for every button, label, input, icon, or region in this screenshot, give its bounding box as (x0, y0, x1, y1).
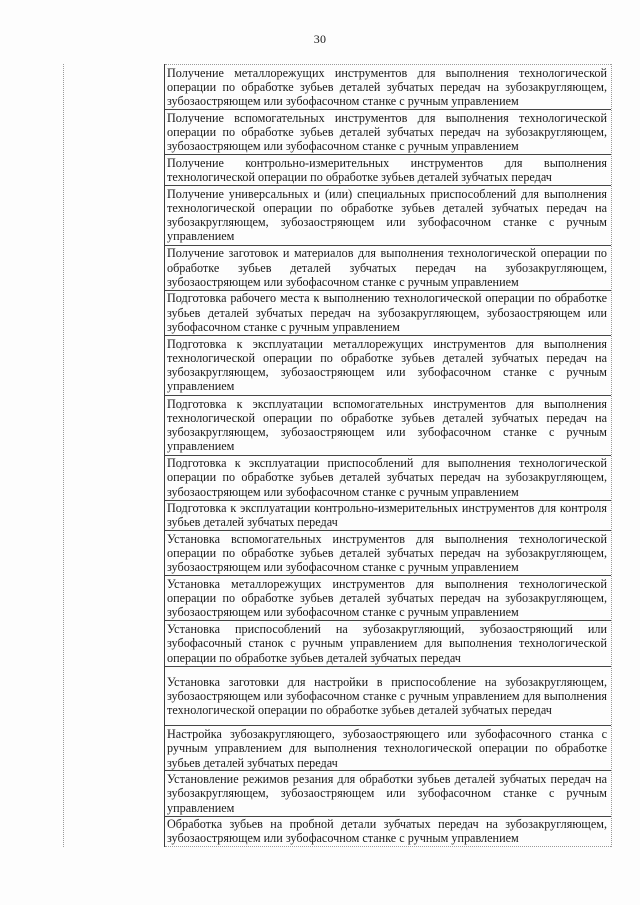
table-row (165, 396, 611, 456)
table-row (165, 246, 611, 291)
table-row (165, 155, 611, 185)
row-text: Получение вспомогательных инструментов для выполнения технологической операции по обработке зубьев деталей зубчатых передач на зубозакругляющем, зубозаостряющем или зубофасочном станке с ручным управлением (167, 110, 607, 154)
row-text: Получение контрольно-измерительных инструментов для выполнения технологической операции по обработке зубьев деталей зубчатых передач (167, 155, 607, 184)
row-text: Установка вспомогательных инструментов для выполнения технологической операции по обработке зубьев деталей зубчатых передач на зубозакругляющем, зубозаостряющем или зубофасочном станке с ручным управлением (167, 531, 607, 575)
table-row (165, 336, 611, 396)
table-row (165, 576, 611, 621)
row-text: Получение заготовок и материалов для выполнения технологической операции по обработке зубьев деталей зубчатых передач на зубозакругляющем, зубозаостряющем или зубофасочном станке с ручным управлением (167, 246, 607, 289)
row-text: Подготовка к эксплуатации контрольно-измерительных инструментов для контроля зубьев деталей зубчатых передач (167, 501, 607, 530)
labor-actions-table (63, 64, 610, 847)
table-label-column (63, 64, 165, 847)
row-text: Обработка зубьев на пробной детали зубчатых передач на зубозакругляющем, зубозаостряющем или зубофасочном станке с ручным управлением (167, 817, 607, 846)
table-row (165, 817, 611, 847)
table-actions-column (164, 64, 612, 847)
table-row (165, 621, 611, 666)
table-row (165, 64, 611, 110)
row-text: Подготовка к эксплуатации вспомогательных инструментов для выполнения технологической операции по обработке зубьев деталей зубчатых передач на зубозакругляющем, зубозаостряющем или зубофасочном станке с ручным управлением (167, 396, 607, 454)
row-text: Установка приспособлений на зубозакругляющий, зубозаостряющий или зубофасочный станок с ручным управлением для выполнения технологической операции по обработке зубьев деталей зубчатых передач (167, 622, 607, 665)
table-row (165, 110, 611, 155)
table-row (165, 531, 611, 576)
table-row (165, 771, 611, 816)
table-row (165, 501, 611, 531)
row-text: Подготовка к эксплуатации приспособлений для выполнения технологической операции по обработке зубьев деталей зубчатых передач на зубозакругляющем, зубозаостряющем или зубофасочном станке с ручным управлением (167, 456, 607, 499)
row-text: Установка заготовки для настройки в приспособление на зубозакругляющем, зубозаостряющем или зубофасочном станке с ручным управлением для выполнения технологической операции по обработке зубьев деталей зубчатых передач (167, 674, 607, 718)
row-text: Установление режимов резания для обработки зубьев деталей зубчатых передач на зубозакругляющем, зубозаостряющем или зубофасочном станке с ручным управлением (167, 772, 607, 815)
table-row (165, 667, 611, 727)
row-text: Настройка зубозакругляющего, зубозаостряющего или зубофасочного станка с ручным управлением для выполнения технологической операции по обработке зубьев деталей зубчатых передач (167, 727, 607, 770)
page-number: 30 (313, 32, 327, 46)
row-text: Получение универсальных и (или) специальных приспособлений для выполнения технологической операции по обработке зубьев деталей зубчатых передач на зубозакругляющем, зубозаостряющем или зубофасочном станке с ручным управлением (167, 186, 607, 244)
row-text: Установка металлорежущих инструментов для выполнения технологической операции по обработке зубьев деталей зубчатых передач на зубозакругляющем, зубозаостряющем или зубофасочном станке с ручным управлением (167, 576, 607, 620)
table-row (165, 291, 611, 336)
table-row (165, 726, 611, 771)
row-text: Получение металлорежущих инструментов для выполнения технологической операции по обработке зубьев деталей зубчатых передач на зубозакругляющем, зубозаостряющем или зубофасочном станке с ручным управлением (167, 65, 607, 109)
table-row (165, 456, 611, 501)
row-text: Подготовка к эксплуатации металлорежущих инструментов для выполнения технологической операции по обработке зубьев деталей зубчатых передач на зубозакругляющем, зубозаостряющем или зубофасочном станке с ручным управлением (167, 336, 607, 394)
table-row (165, 186, 611, 246)
row-text: Подготовка рабочего места к выполнению технологической операции по обработке зубьев деталей зубчатых передач на зубозакругляющем, зубозаостряющем или зубофасочном станке с ручным управлением (167, 291, 607, 334)
